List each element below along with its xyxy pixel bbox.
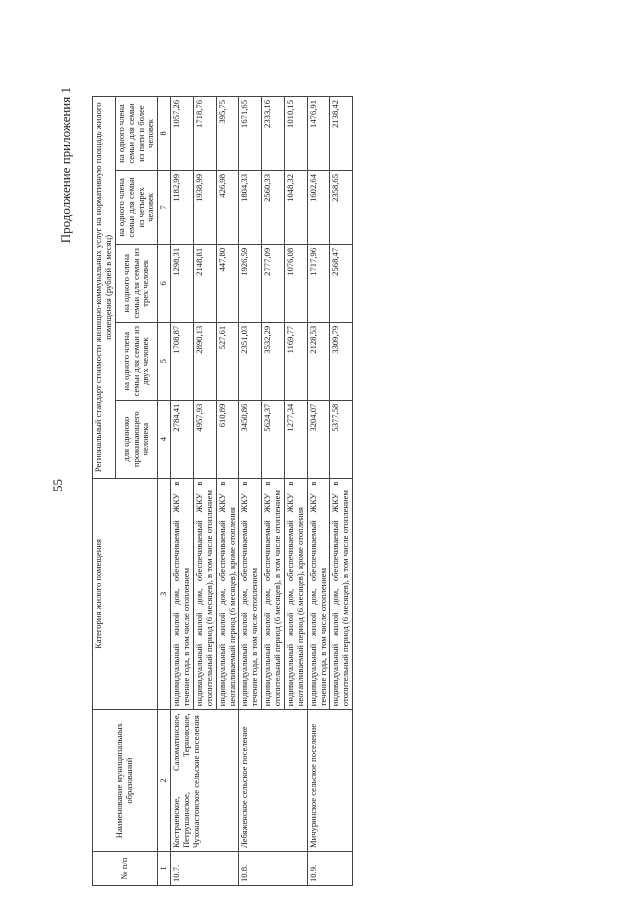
col-number: 7 xyxy=(158,170,171,244)
value-cell: 2138,42 xyxy=(330,97,353,171)
housing-category: индивидуальный жилой дом, обеспечиваемый ЖКУ в отопительный период (6 месяцев), в том числе отоплением xyxy=(193,478,216,710)
col-number: 5 xyxy=(158,322,171,400)
value-cell: 2890,13 xyxy=(193,322,216,400)
value-cell: 1076,08 xyxy=(284,244,307,322)
housing-category: индивидуальный жилой дом, обеспечиваемый ЖКУ в течение года, в том числе отоплением xyxy=(307,478,330,710)
value-cell: 2568,47 xyxy=(330,244,353,322)
value-cell: 1169,77 xyxy=(284,322,307,400)
municipality-name: Лебяженское сельское поселение xyxy=(239,710,307,852)
value-cell: 1010,15 xyxy=(284,97,307,171)
value-cell: 2351,03 xyxy=(239,322,262,400)
value-cell: 1671,65 xyxy=(239,97,262,171)
subheader-7: на одного члена семьи для семьи из четырех человек xyxy=(115,170,158,244)
table-row xyxy=(239,97,262,886)
subheader-5: на одного члена семьи для семьи из двух человек xyxy=(115,322,158,400)
housing-category: индивидуальный жилой дом, обеспечиваемый ЖКУ в отопительный период (6 месяцев), в том числе отоплением xyxy=(330,478,353,710)
value-cell: 395,75 xyxy=(216,97,239,171)
value-cell: 1476,91 xyxy=(307,97,330,171)
col-number: 4 xyxy=(158,400,171,478)
value-cell: 5377,58 xyxy=(330,400,353,478)
value-cell: 2333,16 xyxy=(262,97,285,171)
housing-category: индивидуальный жилой дом, обеспечиваемый ЖКУ в неотапливаемый период (6 месяцев), кроме отопления xyxy=(216,478,239,710)
row-no: 10.9. xyxy=(307,852,353,886)
value-cell: 1048,32 xyxy=(284,170,307,244)
value-cell: 1717,96 xyxy=(307,244,330,322)
rotated-content xyxy=(44,87,604,892)
value-cell: 2148,81 xyxy=(193,244,216,322)
municipality-name: Мичуринское сельское поселение xyxy=(307,710,353,852)
header-row xyxy=(93,97,116,886)
value-cell: 1926,59 xyxy=(239,244,262,322)
value-cell: 1298,31 xyxy=(171,244,194,322)
col-number: 6 xyxy=(158,244,171,322)
standards-table xyxy=(92,96,353,886)
value-cell: 3450,86 xyxy=(239,400,262,478)
col-number: 1 xyxy=(158,852,171,886)
col-number: 3 xyxy=(158,478,171,710)
header-category: Категория жилого помещения xyxy=(93,478,158,710)
table-row xyxy=(307,97,330,886)
value-cell: 1602,64 xyxy=(307,170,330,244)
value-cell: 2560,33 xyxy=(262,170,285,244)
value-cell: 1277,34 xyxy=(284,400,307,478)
municipality-name: Кострaевское, Саломатинское, Петрушинское, Терновское, Чухонастовское сельские поселения xyxy=(171,710,239,852)
value-cell: 610,89 xyxy=(216,400,239,478)
value-cell: 447,80 xyxy=(216,244,239,322)
value-cell: 527,61 xyxy=(216,322,239,400)
value-cell: 1057,26 xyxy=(171,97,194,171)
row-no: 10.7. xyxy=(171,852,239,886)
subheader-4: для одиноко проживающего человека xyxy=(115,400,158,478)
housing-category: индивидуальный жилой дом, обеспечиваемый ЖКУ в отопительный период (6 месяцев), в том числе отоплением xyxy=(262,478,285,710)
value-cell: 1938,99 xyxy=(193,170,216,244)
value-cell: 3309,79 xyxy=(330,322,353,400)
housing-category: индивидуальный жилой дом, обеспечиваемый ЖКУ в течение года, в том числе отоплением xyxy=(171,478,194,710)
page-number: 55 xyxy=(50,479,65,492)
value-cell: 2358,65 xyxy=(330,170,353,244)
value-cell: 1708,87 xyxy=(171,322,194,400)
housing-category: индивидуальный жилой дом, обеспечиваемый ЖКУ в неотапливаемый период (6 месяцев), кроме отопления xyxy=(284,478,307,710)
header-name: Наименование муниципальных образований xyxy=(93,710,158,852)
subheader-8: на одного члена семьи для семьи из пяти и более человек xyxy=(115,97,158,171)
value-cell: 1718,76 xyxy=(193,97,216,171)
col-number: 2 xyxy=(158,710,171,852)
column-number-row xyxy=(158,97,171,886)
appendix-caption: Продолжение приложения 1 xyxy=(58,87,73,244)
value-cell: 5624,37 xyxy=(262,400,285,478)
value-cell: 2777,09 xyxy=(262,244,285,322)
value-cell: 3532,29 xyxy=(262,322,285,400)
value-cell: 426,98 xyxy=(216,170,239,244)
table-row xyxy=(171,97,194,886)
housing-category: индивидуальный жилой дом, обеспечиваемый ЖКУ в течение года, в том числе отоплением xyxy=(239,478,262,710)
value-cell: 2128,53 xyxy=(307,322,330,400)
value-cell: 3204,07 xyxy=(307,400,330,478)
value-cell: 1804,33 xyxy=(239,170,262,244)
row-no: 10.8. xyxy=(239,852,307,886)
header-standard: Региональный стандарт стоимости жилищно-коммунальных услуг на нормативную площадь жилого помещения (рублей в месяц) xyxy=(93,97,116,479)
subheader-6: на одного члена семьи для семьи из трех человек xyxy=(115,244,158,322)
value-cell: 4957,93 xyxy=(193,400,216,478)
col-number: 8 xyxy=(158,97,171,171)
value-cell: 2784,41 xyxy=(171,400,194,478)
value-cell: 1182,99 xyxy=(171,170,194,244)
header-no: № п/п xyxy=(93,852,158,886)
